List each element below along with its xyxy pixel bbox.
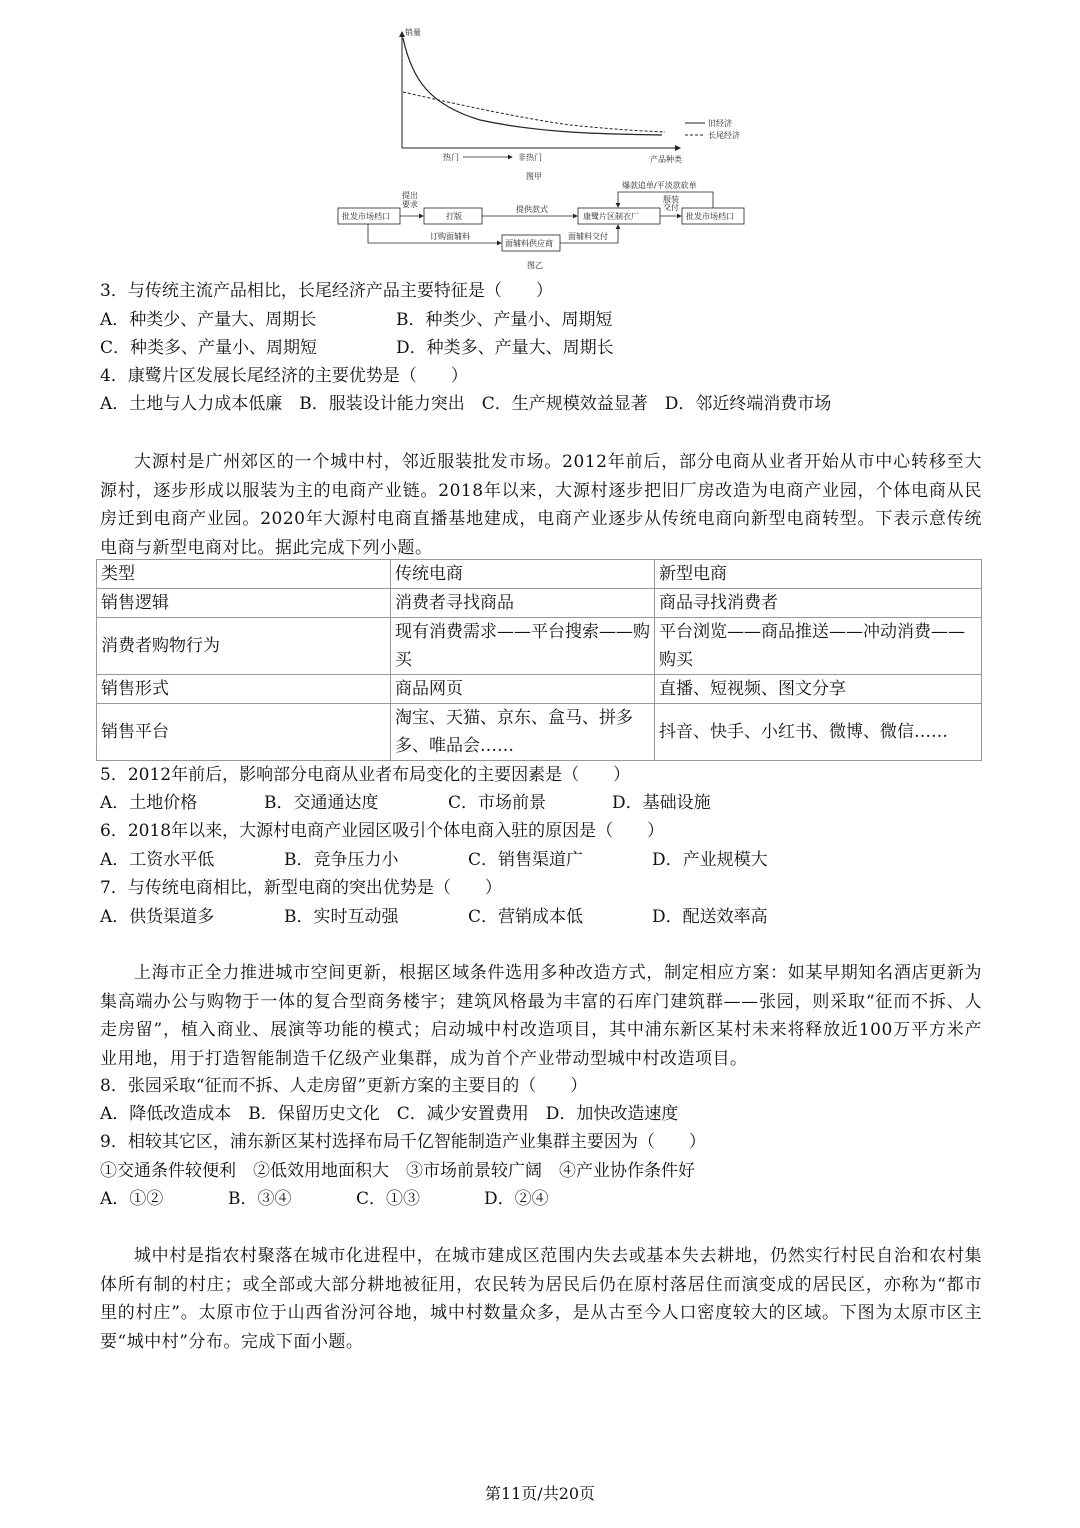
long-tail-curve: [403, 92, 665, 132]
q9-option-a: A．①②: [100, 1189, 164, 1209]
table-cell: 消费者寻找商品: [391, 589, 655, 618]
q7-option-a: A．供货渠道多: [100, 907, 215, 927]
x-label-nonhot: 非热门: [518, 153, 542, 162]
passage-dayuan: 大源村是广州郊区的一个城中村，邻近服装批发市场。2012年前后，部分电商从业者开始从市中心转移至大源村，逐步形成以服装为主的电商产业链。2018年以来，大源村逐步把旧厂房改造为电商产业园，个体电商从民房迁到电商产业园。2020年大源村电商直播基地建成，电商产业逐步从传统电商向新型电商转型。下表示意传统电商与新型电商对比。据此完成下列小题。: [100, 452, 982, 558]
q7-stem: 7．与传统电商相比，新型电商的突出优势是（ ）: [100, 878, 502, 898]
arrow-material-deliver-label: 面辅料交付: [568, 232, 608, 241]
table-cell: 销售形式: [97, 675, 391, 704]
q6-options: [100, 846, 768, 875]
y-axis-label: 销量: [405, 28, 421, 37]
q6-option-b: B．竞争压力小: [284, 850, 399, 870]
q5-options: [100, 789, 711, 818]
q3-option-d: D．种类多、产量大、周期长: [396, 338, 614, 358]
figure-area: [330, 20, 760, 275]
q8-stem: 8．张园采取“征而不拆、人走房留”更新方案的主要目的（ ）: [100, 1076, 588, 1096]
q7-option-d: D．配送效率高: [652, 907, 768, 927]
table-row: [97, 704, 982, 761]
table-cell: 商品网页: [391, 675, 655, 704]
q3-option-c: C．种类多、产量小、周期短: [100, 338, 318, 358]
q4-options: A．土地与人力成本低廉 B．服装设计能力突出 C．生产规模效益显著 D．邻近终端消费市场: [100, 394, 832, 414]
table-header-cell: 类型: [97, 560, 391, 589]
q9-option-d: D．②④: [484, 1189, 549, 1209]
table-header-cell: 传统电商: [391, 560, 655, 589]
table-cell: 消费者购物行为: [97, 618, 391, 675]
table-header-cell: 新型电商: [655, 560, 982, 589]
table-row: [97, 589, 982, 618]
q7-option-b: B．实时互动强: [284, 907, 399, 927]
comparison-table: [96, 559, 982, 761]
q6-option-a: A．工资水平低: [100, 850, 215, 870]
q3-options-row2: [100, 334, 614, 363]
arrow-deliver-label-1: 服装: [663, 195, 679, 204]
box-wholesale-right-label: 批发市场档口: [686, 212, 734, 221]
q5-option-b: B．交通通达度: [264, 793, 379, 813]
q9-options: [100, 1185, 549, 1214]
q5-option-a: A．土地价格: [100, 793, 198, 813]
q3-option-b: B．种类少、产量小、周期短: [396, 310, 613, 330]
arrow-request-label-2: 要求: [402, 200, 418, 209]
caption-b: 图乙: [527, 261, 543, 270]
legend-old: 旧经济: [708, 119, 732, 128]
q9-option-c: C．①③: [356, 1189, 421, 1209]
q6-option-d: D．产业规模大: [652, 850, 768, 870]
x-label-type: 产品种类: [650, 155, 682, 164]
passage-taiyuan: 城中村是指农村聚落在城市化进程中，在城市建成区范围内失去或基本失去耕地，仍然实行村民自治和农村集体所有制的村庄；或全部或大部分耕地被征用，农民转为居民后仍在原村落居住而演变成的居民区，亦称为“都市里的村庄”。太原市位于山西省汾河谷地，城中村数量众多，是从古至今人口密度较大的区域。下图为太原市区主要“城中村”分布。完成下面小题。: [100, 1246, 982, 1352]
q6-option-c: C．销售渠道广: [468, 850, 584, 870]
q5-option-d: D．基础设施: [612, 793, 711, 813]
q5-stem: 5．2012年前后，影响部分电商从业者布局变化的主要因素是（ ）: [100, 765, 631, 785]
table-cell: 现有消费需求——平台搜索——购买: [391, 618, 655, 675]
q8-options: A．降低改造成本 B．保留历史文化 C．减少安置费用 D．加快改造速度: [100, 1104, 679, 1124]
arrow-hot-label: 爆款追单/平淡款砍单: [622, 181, 697, 190]
table-cell: 销售逻辑: [97, 589, 391, 618]
box-wholesale-left-label: 批发市场档口: [342, 212, 390, 221]
q6-stem: 6．2018年以来，大源村电商产业园区吸引个体电商入驻的原因是（ ）: [100, 821, 665, 841]
arrow-request-label-1: 提出: [402, 191, 418, 200]
passage-shanghai: 上海市正全力推进城市空间更新，根据区域条件选用多种改造方式，制定相应方案：如某早期知名酒店更新为集高端办公与购物于一体的复合型商务楼宇；建筑风格最为丰富的石库门建筑群——张园，则采取“征而不拆、人走房留”，植入商业、展演等功能的模式；启动城中村改造项目，其中浦东新区某村未来将释放近100万平方米产业用地，用于打造智能制造千亿级产业集群，成为首个产业带动型城中村改造项目。: [100, 963, 982, 1069]
table-row: [97, 618, 982, 675]
table-header-row: [97, 560, 982, 589]
q9-stem: 9．相较其它区，浦东新区某村选择布局千亿智能制造产业集群主要因为（ ）: [100, 1132, 706, 1152]
caption-a: 图甲: [526, 172, 542, 181]
table-cell: 商品寻找消费者: [655, 589, 982, 618]
box-supplier-label: 面辅料供应商: [505, 239, 553, 248]
q3-option-a: A．种类少、产量大、周期长: [100, 310, 317, 330]
legend-long: 长尾经济: [708, 131, 740, 140]
old-economy-curve: [403, 38, 662, 135]
page-number: 第11页/共20页: [484, 1484, 596, 1503]
table-cell: 销售平台: [97, 704, 391, 761]
q7-options: [100, 903, 768, 932]
table-cell: 抖音、快手、小红书、微博、微信……: [655, 704, 982, 761]
table-cell: 淘宝、天猫、京东、盒马、拼多多、唯品会……: [391, 704, 655, 761]
box-sample-label: 打版: [446, 212, 462, 221]
q9-items: ①交通条件较便利 ②低效用地面积大 ③市场前景较广阔 ④产业协作条件好: [100, 1161, 695, 1181]
q7-option-c: C．营销成本低: [468, 907, 584, 927]
arrow-deliver-label-2: 交付: [663, 203, 679, 212]
arrow-order-material-label: 订购面辅料: [430, 232, 470, 241]
q3-stem: 3．与传统主流产品相比，长尾经济产品主要特征是（ ）: [100, 281, 553, 301]
q5-option-c: C．市场前景: [448, 793, 547, 813]
q9-option-b: B．③④: [228, 1189, 292, 1209]
figure-svg: [330, 20, 760, 275]
table-row: [97, 675, 982, 704]
q3-options-row1: [100, 306, 613, 335]
arrow-style-label: 提供款式: [516, 205, 548, 214]
x-label-hot: 热门: [443, 153, 459, 162]
q4-stem: 4．康鹭片区发展长尾经济的主要优势是（ ）: [100, 366, 468, 386]
table-cell: 平台浏览——商品推送——冲动消费——购买: [655, 618, 982, 675]
box-factory-label: 康鹭片区制衣厂: [583, 212, 639, 221]
table-cell: 直播、短视频、图文分享: [655, 675, 982, 704]
